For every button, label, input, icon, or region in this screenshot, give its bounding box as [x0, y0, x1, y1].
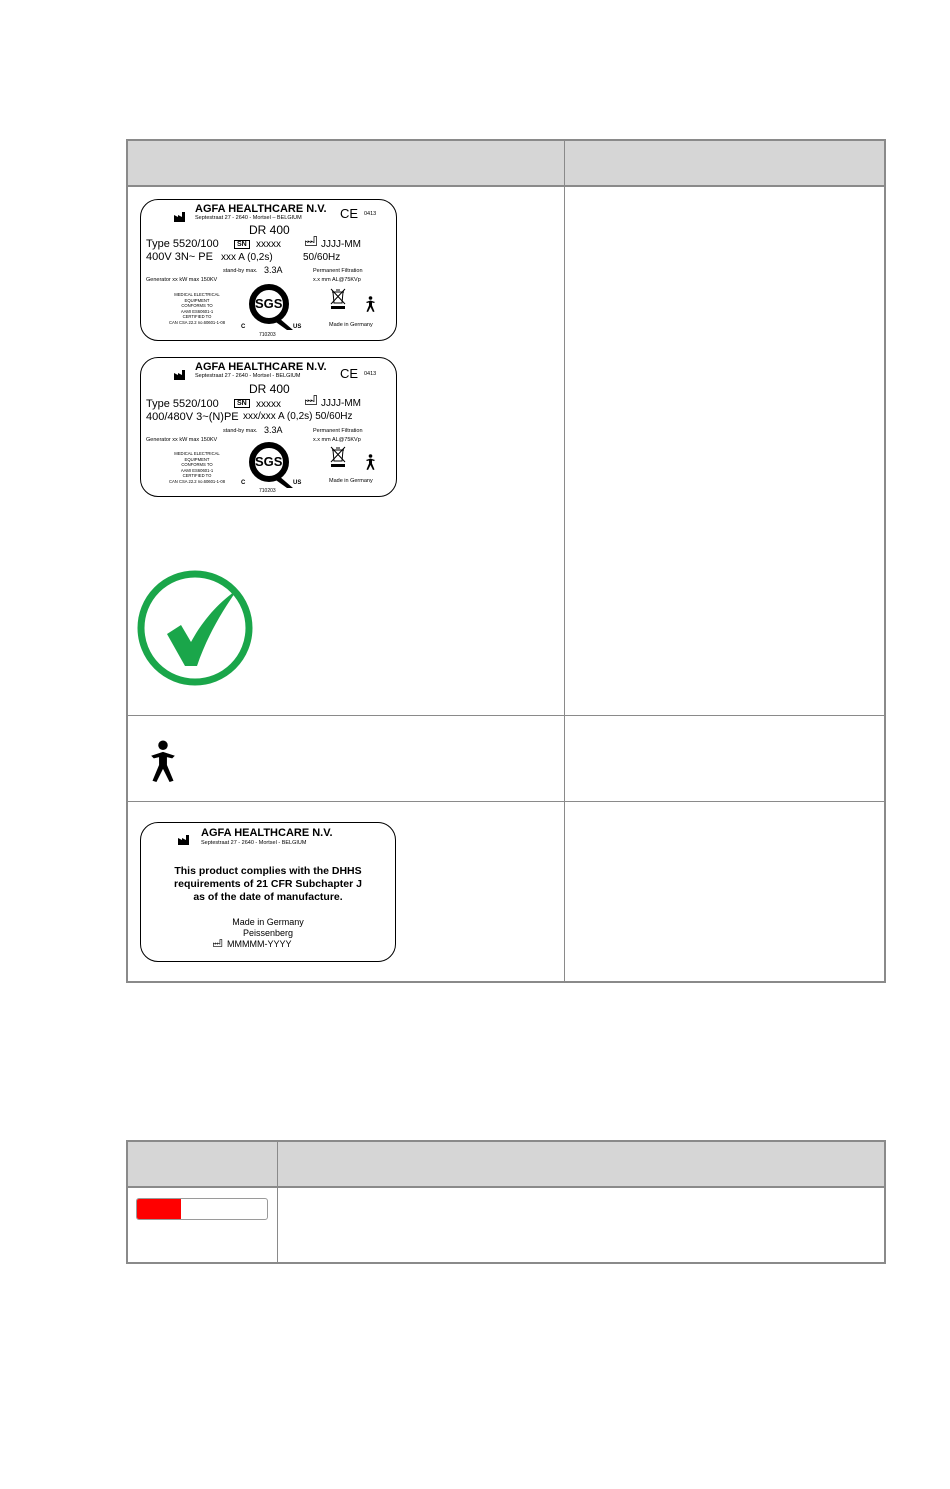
manufacturer-icon [174, 370, 188, 380]
type-label-2 [140, 357, 397, 497]
sgs-text: SGS [255, 296, 283, 311]
sgs-c: C [241, 480, 246, 486]
indicator-bar [136, 1198, 268, 1220]
ce-mark: CE [340, 206, 359, 221]
current-frequency: xxx/xxx A (0,2s) 50/60Hz [243, 411, 353, 422]
sgs-us: US [293, 324, 302, 330]
city: Peissenberg [242, 928, 294, 938]
made-in: Made in Germany [232, 917, 304, 927]
company-address: Septestraat 27 - 2640 - Mortsel - BELGIUM [201, 840, 307, 846]
type-number: Type 5520/100 [146, 238, 219, 250]
indicator-table-header [128, 1142, 884, 1188]
conformity-text: MEDICAL ELECTRICAL EQUIPMENT CONFORMS TO AAMI ES60601-1 CERTIFIED TO CAN CSA 22.2 no.60601-1-08 [168, 292, 226, 325]
filtration-title: Permanent Filtration [313, 428, 363, 434]
sgs-us: US [293, 480, 302, 486]
manufacture-date: MMMMM-YYYY [227, 939, 292, 949]
ce-number: 0413 [364, 371, 377, 377]
sgs-number: 710203 [259, 332, 276, 338]
filtration-value: x.x mm AL@75KVp [313, 437, 361, 443]
weee-bin-icon [330, 446, 346, 468]
voltage: 400/480V 3~(N)PE [146, 411, 239, 423]
row-divider [128, 715, 884, 716]
standby-value: 3.3A [264, 425, 283, 435]
column-divider [277, 1142, 278, 1262]
ce-mark: CE [340, 366, 359, 381]
model-name: DR 400 [249, 223, 290, 237]
made-in: Made in Germany [329, 478, 373, 484]
filtration-value: x.x mm AL@75KVp [313, 277, 361, 283]
dhhs-label [140, 822, 396, 962]
origin-block [141, 917, 395, 939]
generator-rating: Generator xx kW max 150KV [146, 437, 218, 443]
manufacture-date-icon [305, 236, 318, 246]
company-name: AGFA HEALTHCARE N.V. [201, 827, 333, 839]
sn-badge: SN [234, 240, 250, 249]
type-b-applied-part-icon [365, 454, 376, 470]
dhhs-statement: This product complies with the DHHS requirements of 21 CFR Subchapter J as of the date of manufacture. [174, 865, 362, 903]
company-name: AGFA HEALTHCARE N.V. [195, 361, 327, 373]
serial-number: xxxxx [256, 399, 281, 410]
type-label-1 [140, 199, 397, 341]
manufacture-date-icon [213, 939, 223, 947]
model-name: DR 400 [249, 382, 290, 396]
sgs-number: 710203 [259, 488, 276, 494]
conformity-text: MEDICAL ELECTRICAL EQUIPMENT CONFORMS TO AAMI ES60601-1 CERTIFIED TO CAN CSA 22.2 no.60601-1-08 [168, 451, 226, 484]
standby-value: 3.3A [264, 265, 283, 275]
ce-number: 0413 [364, 211, 377, 217]
indicator-fill [137, 1199, 181, 1219]
type-number: Type 5520/100 [146, 398, 219, 410]
manufacturer-icon [174, 212, 188, 222]
manufacture-date-icon [305, 395, 318, 405]
sgs-c: C [241, 324, 246, 330]
serial-number: xxxxx [256, 239, 281, 250]
sn-badge: SN [234, 399, 250, 408]
current: xxx A (0,2s) [221, 252, 273, 263]
made-in: Made in Germany [329, 322, 373, 328]
filtration-title: Permanent Filtration [313, 268, 363, 274]
green-check-icon [135, 570, 255, 690]
standby-prefix: stand-by max. [223, 428, 258, 434]
row-divider [128, 801, 884, 802]
column-divider [564, 141, 565, 981]
type-b-applied-part-icon [365, 296, 376, 312]
company-name: AGFA HEALTHCARE N.V. [195, 203, 327, 215]
company-address: Septestraat 27 - 2640 - Mortsel - BELGIUM [195, 373, 301, 379]
manufacture-date: JJJJ-MM [321, 398, 361, 409]
standby-prefix: stand-by max. [223, 268, 258, 274]
voltage: 400V 3N~ PE [146, 251, 213, 263]
company-address: Septestraat 27 - 2640 - Mortsel – BELGIUM [195, 215, 302, 221]
manufacture-date: JJJJ-MM [321, 239, 361, 250]
generator-rating: Generator xx kW max 150KV [146, 277, 218, 283]
manufacturer-icon [178, 835, 192, 845]
symbols-table-header [128, 141, 884, 187]
weee-bin-icon [330, 288, 346, 310]
sgs-text: SGS [255, 454, 283, 469]
type-b-applied-part-icon [148, 740, 178, 782]
frequency: 50/60Hz [303, 252, 341, 263]
